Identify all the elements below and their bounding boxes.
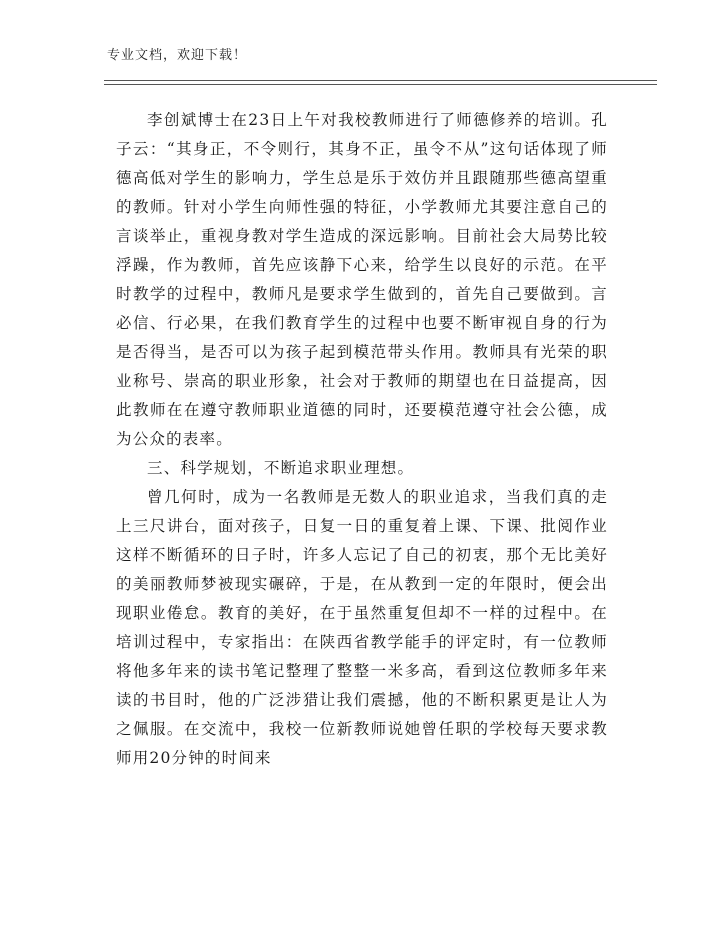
body-text: [116, 106, 608, 773]
paragraph-career-ideal: 曾几何时，成为一名教师是无数人的职业追求，当我们真的走上三尺讲台，面对孩子，日复一日的重复着上课、下课、批阅作业这样不断循环的日子时，许多人忘记了自己的初衷，那个无比美好的美丽教师梦被现实碾碎，于是，在从教到一定的年限时，便会出现职业倦怠。教育的美好，在于虽然重复但却不一样的过程中。在培训过程中，专家指出：在陕西省教学能手的评定时，有一位教师将他多年来的读书笔记整理了整整一米多高，看到这位教师多年来读的书目时，他的广泛涉猎让我们震撼，他的不断积累更是让人为之佩服。在交流中，我校一位新教师说她曾任职的学校每天要求教师用20分钟的时间来: [116, 488, 608, 767]
paragraph-teacher-ethics: 李创斌博士在23日上午对我校教师进行了师德修养的培训。孔子云：“其身正，不令则行，其身不正，虽令不从”这句话体现了师德高低对学生的影响力，学生总是乐于效仿并且跟随那些德高望重的教师。针对小学生向师性强的特征，小学教师尤其要注意自己的言谈举止，重视身教对学生造成的深远影响。目前社会大局势比较浮躁，作为教师，首先应该静下心来，给学生以良好的示范。在平时教学的过程中，教师凡是要求学生做到的，首先自己要做到。言必信、行必果，在我们教育学生的过程中也要不断审视自身的行为是否得当，是否可以为孩子起到模范带头作用。教师具有光荣的职业称号、崇高的职业形象，社会对于教师的期望也在日益提高，因此教师在在遵守教师职业道德的同时，还要模范遵守社会公德，成为公众的表率。: [116, 111, 608, 448]
section-heading: 三、科学规划，不断追求职业理想。: [147, 459, 415, 477]
header-rule-bottom: [104, 84, 657, 85]
header-rule-top: [104, 80, 657, 81]
header-text: 专业文档，欢迎下载！: [107, 48, 248, 63]
